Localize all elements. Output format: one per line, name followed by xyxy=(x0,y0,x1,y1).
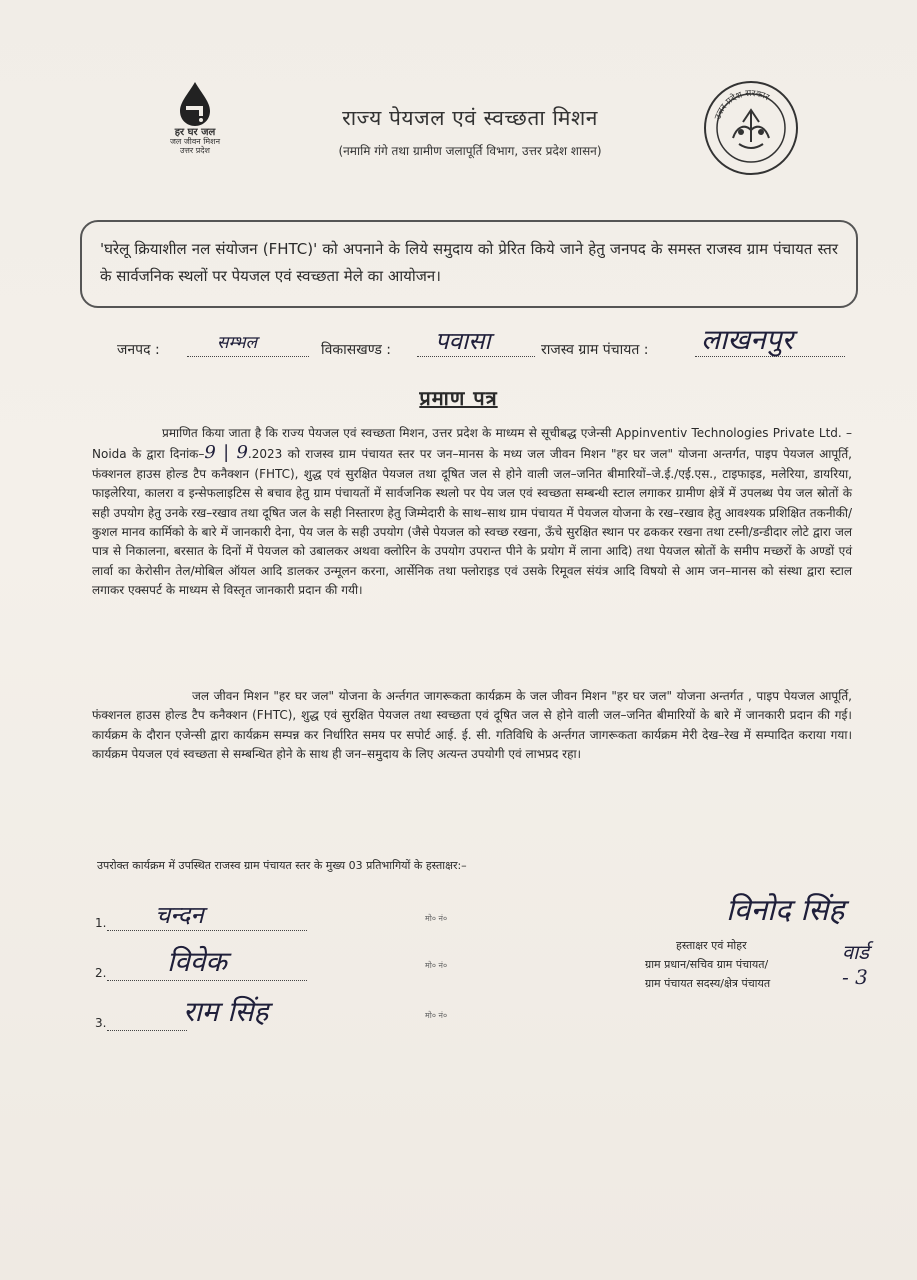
certificate-title: प्रमाण पत्र xyxy=(419,386,498,410)
district-value: सम्भल xyxy=(217,333,258,353)
ward-number: वार्ड - 3 xyxy=(842,940,869,989)
up-govt-emblem xyxy=(703,80,799,176)
event-banner: 'घरेलू क्रियाशील नल संयोजन (FHTC)' को अपनाने के लिये समुदाय को प्रेरित किये जाने हेतु जनपद के समस्त राजस्व ग्राम पंचायत स्तर के सार्वजनिक स्थलों पर पेयजल एवं स्वच्छता मेले का आयोजन। xyxy=(80,220,858,308)
logo-caption-3: उत्तर प्रदेश xyxy=(180,146,210,155)
participant-signature: विवेक xyxy=(167,945,227,978)
official-signature: विनोद सिंह xyxy=(726,893,845,928)
har-ghar-jal-logo xyxy=(155,80,235,170)
handwritten-date: 9 | 9 xyxy=(204,442,248,464)
location-fields xyxy=(117,323,857,370)
official-label-3: ग्राम पंचायत सदस्य/क्षेत्र पंचायत xyxy=(645,977,771,990)
page-subtitle: (नमामि गंगे तथा ग्रामीण जलापूर्ति विभाग, उत्तर प्रदेश शासन) xyxy=(338,144,602,158)
participant-row: 3. राम सिंह xyxy=(95,998,425,1038)
header xyxy=(250,104,690,159)
date-year: .2023 xyxy=(247,447,283,462)
participant-row: 2. विवेक xyxy=(95,948,425,988)
participant-signature: चन्दन xyxy=(155,901,204,929)
participant-signature: राम सिंह xyxy=(183,995,269,1028)
block-value: पवासा xyxy=(435,327,491,355)
emblem-text: उत्तर प्रदेश सरकार xyxy=(713,88,771,122)
official-label-1: हस्ताक्षर एवं मोहर xyxy=(676,939,747,952)
participant-row: 1. चन्दन xyxy=(95,898,425,938)
page-title: राज्य पेयजल एवं स्वच्छता मिशन xyxy=(342,106,598,130)
panchayat-label: राजस्व ग्राम पंचायत : xyxy=(541,342,649,358)
mobile-label: मो० नं० xyxy=(425,1011,448,1020)
logo-caption-2: जल जीवन मिशन xyxy=(169,137,221,146)
mobile-label: मो० नं० xyxy=(425,914,448,923)
certificate-paragraph-2: जल जीवन मिशन "हर घर जल" योजना के अर्न्तगत जागरूकता कार्यक्रम के जल जीवन मिशन "हर घर जल" योजना अन्तर्गत , पाइप पेयजल आपूर्ति, फंक्शनल हाउस होल्ड टैप कनैक्शन (FHTC), शुद्ध एवं सुरक्षित पेयजल तथा स्वच्छता एवं दूषित जल से होने वाली जल–जनित बीमारियों के बारे में जानकारी प्रदान की गई। कार्यक्रम के दौरान एजेन्सी द्वारा कार्यक्रम सम्पन्न कर निर्धारित समय पर सपोर्ट आई. ई. सी. गतिविधि के अर्न्तगत जागरूकता कार्यक्रम मेरी देख–रेख में सम्पादित कराया गया। कार्यक्रम पेयजल एवं स्वच्छता से सम्बन्धित होने के साथ ही जन–समुदाय के लिए अत्यन्त उपयोगी एवं लाभप्रद रहा। xyxy=(92,689,852,762)
logo-caption-1: हर घर जल xyxy=(174,127,216,138)
participants-intro: उपरोक्त कार्यक्रम में उपस्थित राजस्व ग्राम पंचायत स्तर के मुख्य 03 प्रतिभागियों के हस्ताक्षर:– xyxy=(97,859,467,872)
certificate-paragraph-1: प्रमाणित किया जाता है कि राज्य पेयजल एवं स्वच्छता मिशन, उत्तर प्रदेश के माध्यम से सूचीबद्ध एजेन्सी Appinventiv Technologies Private Ltd. – Noida के द्वारा दिनांक–9 | 9.2023 को राजस्व ग्राम पंचायत स्तर पर जन–मानस के मध्य जल जीवन मिशन "हर घर जल" योजना अन्तर्गत, पाइप पेयजल आपूर्ति, फंक्शनल हाउस होल्ड टैप कनैक्शन (FHTC), शुद्ध एवं सुरक्षित पेयजल तथा दूषित जल से होने वाली जल–जनित बीमारियों–जे.ई./एई.एस., टाइफाइड, मलेरिया, डायरिया, फाइलेरिया, कालरा व इन्सेफलाइटिस से बचाव हेतु ग्राम पंचायतों में सार्वजनिक स्थलो पर पेय जल एवं स्वच्छता सम्बन्धी स्टाल लगाकर ग्रामीण क्षेत्रें में उपलब्ध पेय जल स्रोतों के सही उपयोग हेतु उनके रख–रखाव तथा दूषित जल के सही निस्तारण हेतु जिम्मेदारी के साथ–साथ ग्राम पंचायत में पेयजल योजना के रख–रखाव हेतु आवश्यक प्रशिक्षित तकनीकी/कुशल मानव कार्मिको के बारे में जानकारी देना, पेय जल के सही उपयोग (जैसे पेयजल को स्वच्छ रखना, ऊँचे सुरक्षित स्थान पर ढककर रखना तथा टस्नी/डन्डीदार लोटे द्वारा जल पात्र से निकालना, बरसात के दिनों में पेयजल को उबालकर अथवा क्लोरिन के उपयोग उपरान्त पीने के प्रयोग में लाना आदि) तथा पेयजल स्रोतों के समीप मच्छरों के अण्डों एवं लार्वा का केरोसीन तेल/मोबिल ऑयल आदि डालकर उन्मूलन करना, आर्सेनिक तथा फ्लोराइड एवं उसके रिमूवल संयंत्र आदि विषयो से आम जन–मानस को संस्था द्वारा स्टाल लगाकर एक्सपर्ट के माध्यम से विस्तृत जानकारी प्रदान की गयी। xyxy=(92,426,852,598)
district-label: जनपद : xyxy=(117,342,160,358)
official-signature-block xyxy=(620,888,880,998)
mobile-label: मो० नं० xyxy=(425,961,448,970)
panchayat-value: लाखनपुर xyxy=(701,323,794,356)
block-label: विकासखण्ड : xyxy=(321,342,392,358)
water-drop-icon xyxy=(174,80,216,128)
official-label-2: ग्राम प्रधान/सचिव ग्राम पंचायत/ xyxy=(645,958,769,971)
